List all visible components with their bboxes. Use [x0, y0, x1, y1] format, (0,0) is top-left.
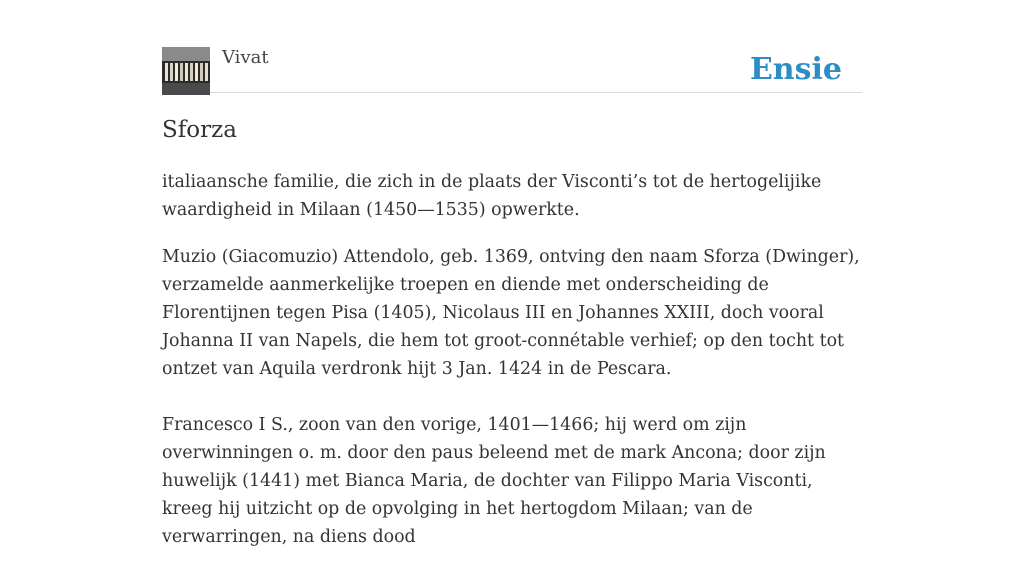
- paragraph: italiaansche familie, die zich in de plaats der Visconti’s tot de hertogelijike waardigheid in Milaan (1450—1535) opwerkte.: [162, 172, 822, 220]
- source-name[interactable]: Vivat: [222, 47, 269, 68]
- book-spines-icon: [162, 47, 210, 95]
- article-header: [162, 46, 862, 93]
- source-avatar[interactable]: [162, 47, 210, 95]
- paragraph: Muzio (Giacomuzio) Attendolo, geb. 1369, ontving den naam Sforza (Dwinger), verzamelde aanmerkelijke troepen en diende met onderscheiding de Florentijnen tegen Pisa (1405), Nicolaus III en Johannes XXIII, doch vooral Johanna II van Napels, die hem tot groot-connétable verhief; op den tocht tot ontzet van Aquila verdronk hijt 3 Jan. 1424 in de Pescara. Francesco I S., zoon van den vorige, 1401—1466; hij werd om zijn overwinningen o. m. door den paus beleend met de mark Ancona; door zijn huwelijk (1441) met Bianca Maria, de dochter van Filippo Maria Visconti, kreeg hij uitzicht op de opvolging in het hertogdom Milaan; van de verwarringen, na diens dood: [162, 247, 860, 547]
- article-title: Sforza: [162, 117, 237, 143]
- article-body: [162, 168, 867, 570]
- brand-logo[interactable]: Ensie: [749, 52, 842, 87]
